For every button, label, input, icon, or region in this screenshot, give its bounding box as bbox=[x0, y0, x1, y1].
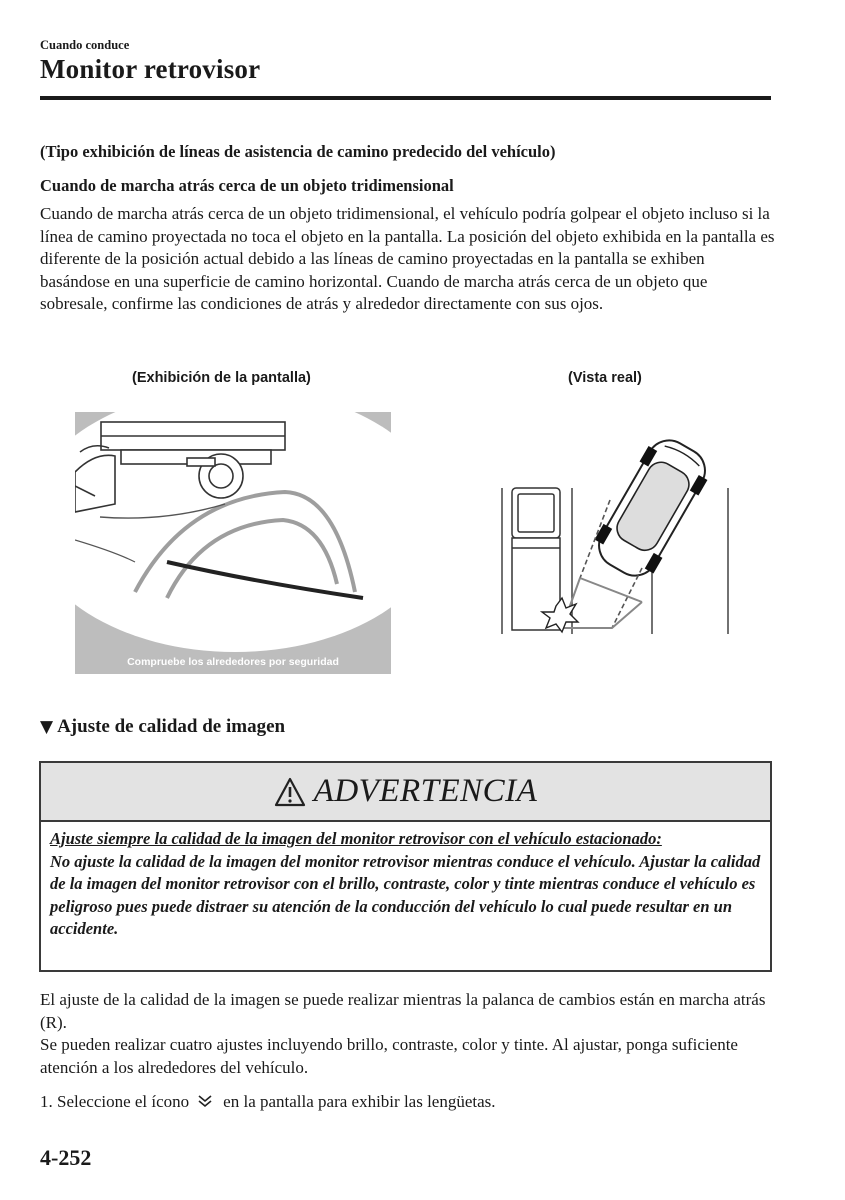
warning-header bbox=[41, 763, 770, 822]
step-1 bbox=[40, 1092, 496, 1113]
warning-triangle-icon bbox=[274, 777, 306, 807]
warning-body bbox=[50, 828, 766, 941]
step-1-suffix: en la pantalla para exhibir las lengüetas. bbox=[223, 1092, 496, 1111]
subheading-case: Cuando de marcha atrás cerca de un objeto tridimensional bbox=[40, 176, 454, 195]
warning-title: ADVERTENCIA bbox=[313, 773, 538, 809]
page-number: 4-252 bbox=[40, 1145, 92, 1170]
triangle-marker-icon: ▼ bbox=[40, 717, 54, 737]
step-1-prefix: 1. Seleccione el ícono bbox=[40, 1092, 190, 1111]
warning-box bbox=[39, 761, 772, 972]
rear-camera-screen-illustration bbox=[75, 412, 391, 674]
figure-label-screen: (Exhibición de la pantalla) bbox=[132, 370, 311, 386]
adjust-heading bbox=[40, 716, 285, 738]
subheading-type: (Tipo exhibición de líneas de asistencia de camino predecido del vehículo) bbox=[40, 142, 556, 161]
parked-truck bbox=[512, 488, 560, 630]
section-label: Cuando conduce bbox=[40, 38, 130, 52]
title-rule bbox=[40, 96, 771, 100]
double-chevron-down-icon bbox=[197, 1093, 213, 1113]
page-title: Monitor retrovisor bbox=[40, 54, 261, 84]
adjust-paragraphs bbox=[40, 989, 775, 1079]
figure-label-real: (Vista real) bbox=[568, 370, 642, 386]
warning-underlined-line: Ajuste siempre la calidad de la imagen del monitor retrovisor con el vehículo estacionado: bbox=[50, 829, 662, 848]
warning-body-text: No ajuste la calidad de la imagen del monitor retrovisor mientras conduce el vehículo. Ajustar la calidad de la imagen del monitor retrovisor con el brillo, contraste, color y tinte mientras conduce el vehículo es peligroso pues puede distraer su atención de la conducción del vehículo lo cual puede resultar en un accidente. bbox=[50, 851, 761, 939]
adjust-paragraph-1: El ajuste de la calidad de la imagen se puede realizar mientras la palanca de cambios están en marcha atrás (R). bbox=[40, 990, 766, 1032]
adjust-paragraph-2: Se pueden realizar cuatro ajustes incluyendo brillo, contraste, color y tinte. Al ajustar, ponga suficiente atención a los alrededores del vehículo. bbox=[40, 1035, 738, 1077]
screen-caption: Compruebe los alrededores por seguridad bbox=[127, 656, 339, 668]
adjust-heading-text: Ajuste de calidad de imagen bbox=[57, 716, 286, 737]
body-paragraph: Cuando de marcha atrás cerca de un objeto tridimensional, el vehículo podría golpear el objeto incluso si la línea de camino proyectada no toca el objeto en la pantalla. La posición del objeto exhibida en la pantalla es diferente de la posición actual debido a las líneas de camino proyectadas en la pantalla se exhiben basándose en una superficie de camino horizontal. Cuando de marcha atrás cerca de un objeto que sobresale, confirme las condiciones de atrás y alrededor directamente con sus ojos. bbox=[40, 204, 775, 314]
real-view-illustration bbox=[492, 428, 747, 638]
